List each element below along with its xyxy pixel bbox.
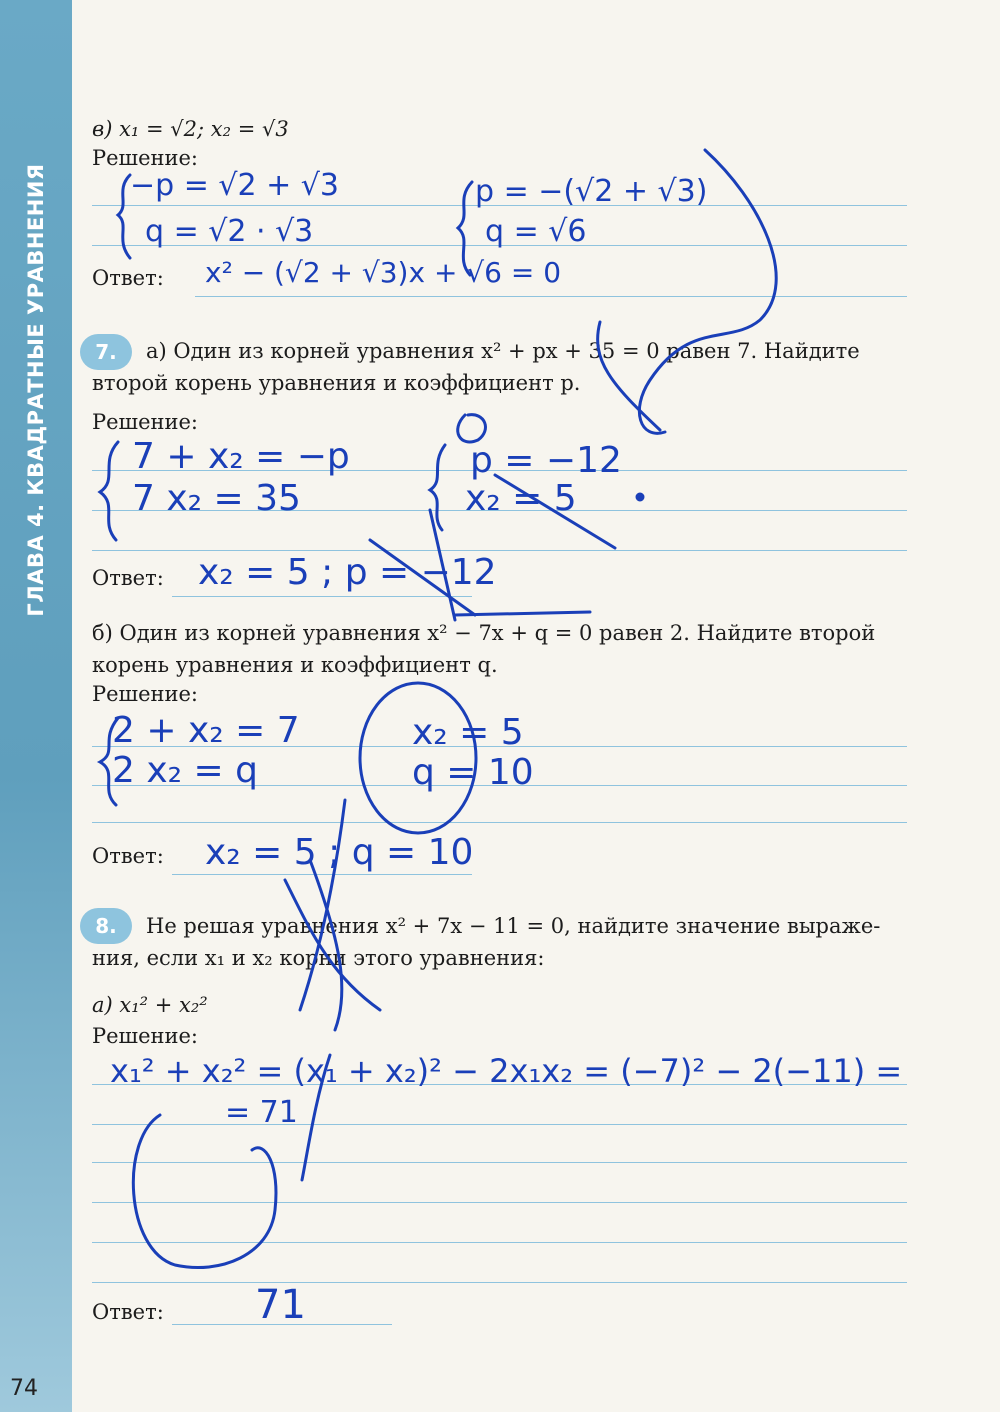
solution-label: Решение: — [92, 1024, 199, 1048]
handwritten-text: q = √6 — [485, 214, 587, 249]
answer-line — [172, 874, 472, 875]
scribble-stroke — [455, 612, 590, 615]
ruled-line — [92, 550, 907, 551]
handwritten-text: = 71 — [225, 1095, 298, 1130]
answer-label: Ответ: — [92, 1300, 164, 1324]
answer-line — [172, 596, 472, 597]
handwritten-answer: x₂ = 5 ; q = 10 — [205, 832, 474, 873]
handwritten-text: q = 10 — [412, 752, 534, 793]
ruled-line — [92, 822, 907, 823]
handwritten-answer: x₂ = 5 ; p = −12 — [198, 552, 497, 593]
part-v-heading: в) x₁ = √2; x₂ = √3 — [92, 117, 289, 141]
brace-stroke — [100, 442, 118, 540]
solution-label: Решение: — [92, 682, 199, 706]
answer-label: Ответ: — [92, 566, 164, 590]
handwritten-answer: 71 — [255, 1282, 306, 1328]
solution-label: Решение: — [92, 410, 199, 434]
handwritten-text: 7 + x₂ = −p — [132, 436, 350, 477]
handwritten-text: 2 + x₂ = 7 — [112, 710, 300, 751]
handwritten-text: x₂ = 5 — [412, 712, 524, 753]
handwritten-text: p = −12 — [470, 440, 622, 481]
task7b-text-line1: б) Один из корней уравнения x² − 7x + q = 0 равен 2. Найдите второй — [92, 621, 876, 645]
solution-label: Решение: — [92, 146, 199, 170]
task-number-badge: 7. — [80, 334, 132, 370]
handwritten-answer: x² − (√2 + √3)x + √6 = 0 — [205, 256, 562, 289]
task7-text-line2: второй корень уравнения и коэффициент p. — [92, 371, 581, 395]
handwritten-text: x₁² + x₂² = (x₁ + x₂)² − 2x₁x₂ = (−7)² − 2(−11) = — [110, 1052, 903, 1090]
task7-text-line1: а) Один из корней уравнения x² + px + 35 = 0 равен 7. Найдите — [146, 339, 860, 363]
ruled-line — [92, 1124, 907, 1125]
task7b-text-line2: корень уравнения и коэффициент q. — [92, 653, 498, 677]
answer-label: Ответ: — [92, 266, 164, 290]
answer-line — [195, 296, 907, 297]
ruled-line — [92, 1242, 907, 1243]
answer-label: Ответ: — [92, 844, 164, 868]
handwritten-text: 2 x₂ = q — [112, 750, 258, 791]
ruled-line — [92, 1282, 907, 1283]
brace-stroke — [430, 445, 445, 530]
task-number-badge: 8. — [80, 908, 132, 944]
task8-text-line1: Не решая уравнения x² + 7x − 11 = 0, найдите значение выраже- — [146, 914, 881, 938]
chapter-sidebar — [0, 0, 72, 1412]
ruled-line — [92, 1162, 907, 1163]
handwritten-text: q = √2 · √3 — [145, 214, 314, 249]
handwritten-text: p = −(√2 + √3) — [475, 174, 708, 209]
handwritten-text: 7 x₂ = 35 — [132, 478, 301, 519]
handwritten-text: −p = √2 + √3 — [130, 168, 340, 203]
dot-mark — [637, 494, 643, 500]
task8-text-line2: ния, если x₁ и x₂ корни этого уравнения: — [92, 946, 545, 970]
circle-stroke — [133, 1115, 276, 1268]
page-number: 74 — [10, 1376, 38, 1401]
scribble-stroke — [458, 415, 486, 442]
chapter-title: ГЛАВА 4. КВАДРАТНЫЕ УРАВНЕНИЯ — [24, 163, 48, 617]
handwritten-text: x₂ = 5 — [465, 478, 577, 519]
ruled-line — [92, 1202, 907, 1203]
task8-part-a: а) x₁² + x₂² — [92, 993, 208, 1017]
